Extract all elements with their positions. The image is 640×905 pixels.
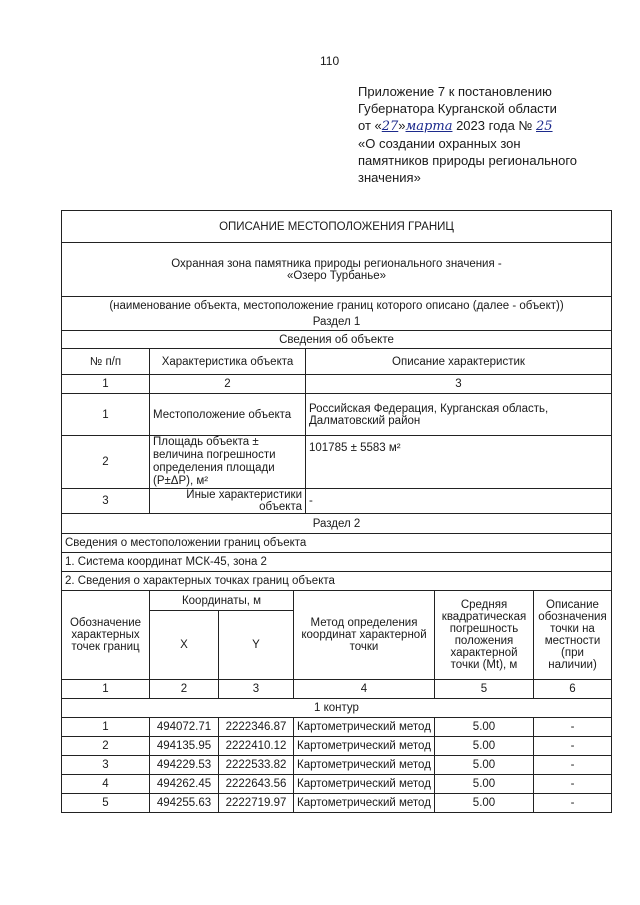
- characteristic-name: Площадь объекта ± величина погрешности определения площади (P±ΔP), м²: [150, 436, 306, 489]
- point-number: 4: [62, 775, 150, 794]
- handwritten-day: 27: [381, 119, 399, 134]
- point-y: 2222410.12: [219, 737, 294, 756]
- column-number-3: 3: [219, 680, 294, 699]
- section-2-label: Раздел 2: [62, 514, 612, 534]
- column-number-4: 4: [294, 680, 435, 699]
- column-number-2: 2: [150, 375, 306, 394]
- point-x: 494135.95: [150, 737, 219, 756]
- column-number-1: 1: [62, 375, 150, 394]
- object-name-line-1: Охранная зона памятника природы регионального значения -: [171, 257, 502, 270]
- header-number: № п/п: [62, 349, 150, 375]
- point-y: 2222533.82: [219, 756, 294, 775]
- point-x: 494229.53: [150, 756, 219, 775]
- object-name-line-2: «Озеро Турбанье»: [286, 269, 387, 282]
- point-y: 2222346.87: [219, 718, 294, 737]
- point-x: 494255.63: [150, 794, 219, 813]
- date-mid: »: [398, 118, 406, 133]
- header-x: X: [150, 611, 219, 680]
- point-number: 5: [62, 794, 150, 813]
- header-accuracy: Средняя квадратическая погрешность положения характерной точки (Mt), м: [435, 591, 534, 680]
- header-description: Описание характеристик: [306, 349, 612, 375]
- table-row: [62, 718, 612, 737]
- characteristic-value: -: [306, 489, 612, 514]
- column-number-5: 5: [435, 680, 534, 699]
- point-accuracy: 5.00: [435, 775, 534, 794]
- appendix-line-5: памятников природы регионального: [358, 153, 578, 168]
- point-description: -: [534, 756, 612, 775]
- characteristic-name: Иные характеристики объекта: [150, 489, 306, 514]
- header-coordinates: Координаты, м: [150, 591, 294, 611]
- point-accuracy: 5.00: [435, 718, 534, 737]
- table-row: [62, 489, 612, 514]
- table-row: [62, 794, 612, 813]
- column-number-6: 6: [534, 680, 612, 699]
- point-x: 494262.45: [150, 775, 219, 794]
- characteristic-value: 101785 ± 5583 м²: [306, 436, 612, 489]
- table-title: ОПИСАНИЕ МЕСТОПОЛОЖЕНИЯ ГРАНИЦ: [62, 211, 612, 243]
- table-row: [62, 775, 612, 794]
- point-method: Картометрический метод: [294, 756, 435, 775]
- boundary-description-table: [61, 210, 612, 813]
- coordinate-system: 1. Система координат МСК-45, зона 2: [62, 553, 612, 572]
- table-row: [62, 436, 612, 489]
- header-method: Метод определения координат характерной точки: [294, 591, 435, 680]
- table-row: [62, 394, 612, 436]
- characteristic-name: Местоположение объекта: [150, 394, 306, 436]
- date-prefix: от «: [358, 118, 382, 133]
- header-y: Y: [219, 611, 294, 680]
- point-description: -: [534, 737, 612, 756]
- object-caption: (наименование объекта, местоположение границ которого описано (далее - объект)): [62, 297, 612, 315]
- column-number-2: 2: [150, 680, 219, 699]
- header-characteristic: Характеристика объекта: [150, 349, 306, 375]
- point-method: Картометрический метод: [294, 794, 435, 813]
- header-point-designation: Обозначение характерных точек границ: [62, 591, 150, 680]
- appendix-date-line: [358, 117, 577, 135]
- column-number-1: 1: [62, 680, 150, 699]
- row-number: 2: [62, 436, 150, 489]
- point-description: -: [534, 718, 612, 737]
- appendix-header: [358, 83, 577, 186]
- points-section-title: 2. Сведения о характерных точках границ объекта: [62, 572, 612, 591]
- appendix-line-1: Приложение 7 к постановлению: [358, 84, 552, 99]
- date-year: 2023 года №: [452, 118, 536, 133]
- page-number: 110: [320, 54, 340, 68]
- column-number-3: 3: [306, 375, 612, 394]
- section-2-title: Сведения о местоположении границ объекта: [62, 534, 612, 553]
- point-method: Картометрический метод: [294, 775, 435, 794]
- point-description: -: [534, 775, 612, 794]
- table-row: [62, 737, 612, 756]
- contour-label: 1 контур: [62, 699, 612, 718]
- appendix-line-6: значения»: [358, 170, 421, 185]
- object-name: [62, 243, 612, 297]
- point-method: Картометрический метод: [294, 718, 435, 737]
- header-marking: Описание обозначения точки на местности (при наличии): [534, 591, 612, 680]
- point-y: 2222643.56: [219, 775, 294, 794]
- point-x: 494072.71: [150, 718, 219, 737]
- table-row: [62, 756, 612, 775]
- point-description: -: [534, 794, 612, 813]
- section-1-label: Раздел 1: [62, 315, 612, 331]
- row-number: 1: [62, 394, 150, 436]
- point-number: 3: [62, 756, 150, 775]
- handwritten-month: марта: [405, 119, 453, 134]
- point-number: 2: [62, 737, 150, 756]
- row-number: 3: [62, 489, 150, 514]
- point-accuracy: 5.00: [435, 794, 534, 813]
- characteristic-value: Российская Федерация, Курганская область, Далматовский район: [306, 394, 612, 436]
- point-number: 1: [62, 718, 150, 737]
- appendix-line-2: Губернатора Курганской области: [358, 101, 557, 116]
- appendix-line-4: «О создании охранных зон: [358, 136, 521, 151]
- point-accuracy: 5.00: [435, 756, 534, 775]
- point-y: 2222719.97: [219, 794, 294, 813]
- handwritten-doc-number: 25: [536, 119, 553, 134]
- section-1-title: Сведения об объекте: [62, 331, 612, 349]
- point-accuracy: 5.00: [435, 737, 534, 756]
- point-method: Картометрический метод: [294, 737, 435, 756]
